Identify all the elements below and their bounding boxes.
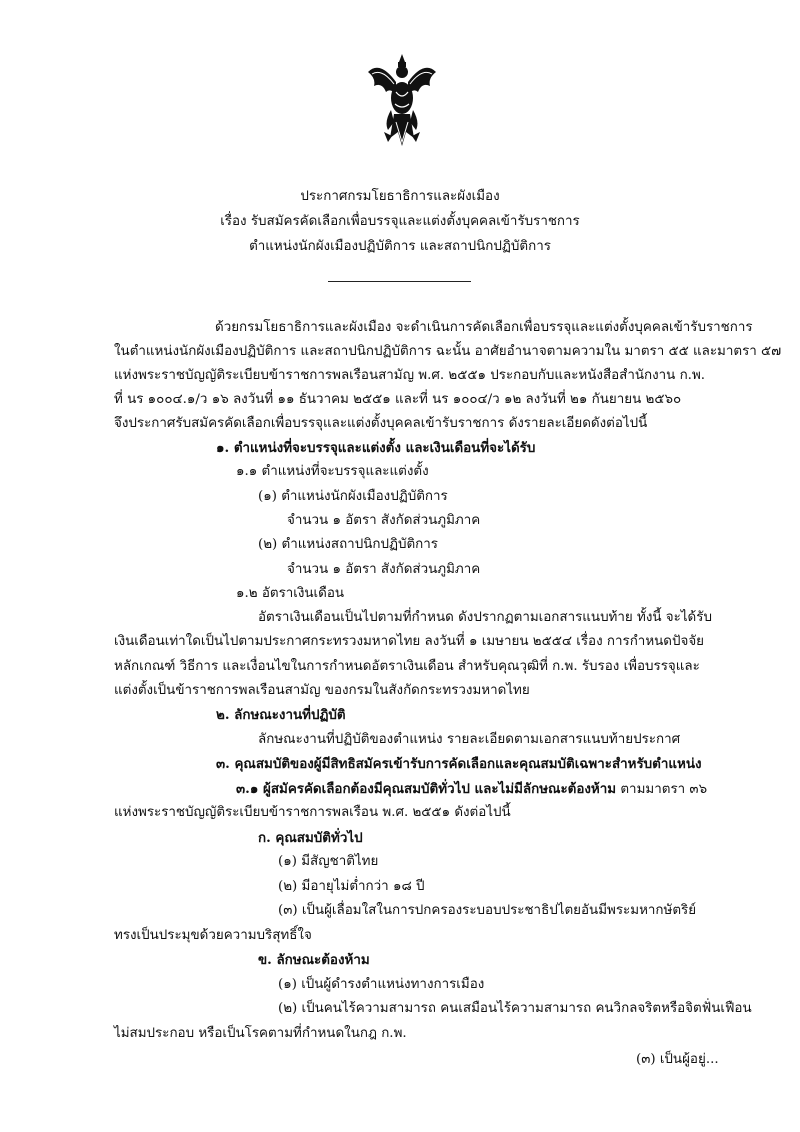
section-2-heading: ๒. ลักษณะงานที่ปฏิบัติ	[216, 707, 346, 723]
section-3-1-line2: แห่งพระราชบัญญัติระเบียบข้าราชการพลเรือน พ.ศ. ๒๕๕๑ ดังต่อไปนี้	[114, 805, 511, 820]
general-qualification-cont: ทรงเป็นประมุขด้วยความบริสุทธิ์ใจ	[114, 928, 312, 943]
section-1-2-heading: ๑.๒ อัตราเงินเดือน	[236, 586, 345, 601]
prohibited-item-cont: ไม่สมประกอบ หรือเป็นโรคตามที่กำหนดในกฎ ก.พ.	[114, 1026, 407, 1041]
general-qualification: (๒) มีอายุไม่ต่ำกว่า ๑๘ ปี	[278, 879, 425, 894]
section-2-text: ลักษณะงานที่ปฏิบัติของตำแหน่ง รายละเอียดตามเอกสารแนบท้ายประกาศ	[258, 732, 681, 747]
intro-line: ด้วยกรมโยธาธิการและผังเมือง จะดำเนินการคัดเลือกเพื่อบรรจุและแต่งตั้งบุคคลเข้ารับราชการ	[215, 320, 753, 335]
salary-line: แต่งตั้งเป็นข้าราชการพลเรือนสามัญ ของกรมในสังกัดกระทรวงมหาดไทย	[114, 683, 530, 698]
page-continuation: (๓) เป็นผู้อยู่...	[636, 1052, 719, 1067]
intro-line: แห่งพระราชบัญญัติระเบียบข้าราชการพลเรือนสามัญ พ.ศ. ๒๕๕๑ ประกอบกับและหนังสือสำนักงาน ก.พ.	[114, 368, 706, 383]
prohibited-item: (๑) เป็นผู้ดำรงตำแหน่งทางการเมือง	[278, 977, 485, 992]
intro-line: ในตำแหน่งนักผังเมืองปฏิบัติการ และสถาปนิกปฏิบัติการ ฉะนั้น อาศัยอำนาจตามความใน มาตรา ๕๕ และมาตรา ๕๗	[114, 344, 782, 359]
general-qualifications-heading: ก. คุณสมบัติทั่วไป	[258, 830, 363, 846]
salary-line: เงินเดือนเท่าใดเป็นไปตามประกาศกระทรวงมหาดไทย ลงวันที่ ๑ เมษายน ๒๕๕๔ เรื่อง การกำหนดปัจจัย	[114, 634, 705, 649]
position-1-detail: จำนวน ๑ อัตรา สังกัดส่วนภูมิภาค	[287, 513, 481, 528]
header-divider	[328, 281, 471, 282]
document-subject: เรื่อง รับสมัครคัดเลือกเพื่อบรรจุและแต่งตั้งบุคคลเข้ารับราชการ	[220, 214, 580, 229]
position-2: (๒) ตำแหน่งสถาปนิกปฏิบัติการ	[258, 537, 438, 552]
garuda-emblem-icon	[366, 52, 438, 152]
section-1-1-heading: ๑.๑ ตำแหน่งที่จะบรรจุและแต่งตั้ง	[236, 464, 429, 479]
general-qualification: (๑) มีสัญชาติไทย	[278, 854, 379, 869]
document-title: ประกาศกรมโยธาธิการและผังเมือง	[300, 189, 500, 204]
section-3-1-rest: ตามมาตรา ๓๖	[616, 782, 708, 797]
section-3-heading: ๓. คุณสมบัติของผู้มีสิทธิสมัครเข้ารับการคัดเลือกและคุณสมบัติเฉพาะสำหรับตำแหน่ง	[216, 756, 702, 772]
salary-line: หลักเกณฑ์ วิธีการ และเงื่อนไขในการกำหนดอัตราเงินเดือน สำหรับคุณวุฒิที่ ก.พ. รับรอง เพื่อบรรจุและ	[114, 659, 700, 674]
intro-line: ที่ นร ๑๐๐๔.๑/ว ๑๖ ลงวันที่ ๑๑ ธันวาคม ๒๕๕๑ และที่ นร ๑๐๐๔/ว ๑๒ ลงวันที่ ๒๑ กันยายน ๒๕๖๐	[114, 392, 682, 407]
document-positions: ตำแหน่งนักผังเมืองปฏิบัติการ และสถาปนิกปฏิบัติการ	[249, 239, 551, 254]
position-2-detail: จำนวน ๑ อัตรา สังกัดส่วนภูมิภาค	[287, 562, 481, 577]
position-1: (๑) ตำแหน่งนักผังเมืองปฏิบัติการ	[258, 489, 448, 504]
section-1-heading: ๑. ตำแหน่งที่จะบรรจุและแต่งตั้ง และเงินเดือนที่จะได้รับ	[216, 440, 536, 456]
section-3-1-bold: ๓.๑ ผู้สมัครคัดเลือกต้องมีคุณสมบัติทั่วไป และไม่มีลักษณะต้องห้าม	[236, 781, 617, 797]
prohibited-heading: ข. ลักษณะต้องห้าม	[258, 952, 370, 968]
section-3-1-heading	[236, 779, 707, 800]
prohibited-item: (๒) เป็นคนไร้ความสามารถ คนเสมือนไร้ความสามารถ คนวิกลจริตหรือจิตฟั่นเฟือน	[278, 1001, 752, 1016]
general-qualification: (๓) เป็นผู้เลื่อมใสในการปกครองระบอบประชาธิปไตยอันมีพระมหากษัตริย์	[278, 903, 697, 918]
intro-line: จึงประกาศรับสมัครคัดเลือกเพื่อบรรจุและแต่งตั้งบุคคลเข้ารับราชการ ดังรายละเอียดดังต่อไปนี้	[114, 416, 648, 431]
salary-line: อัตราเงินเดือนเป็นไปตามที่กำหนด ดังปรากฏตามเอกสารแนบท้าย ทั้งนี้ จะได้รับ	[258, 610, 712, 625]
